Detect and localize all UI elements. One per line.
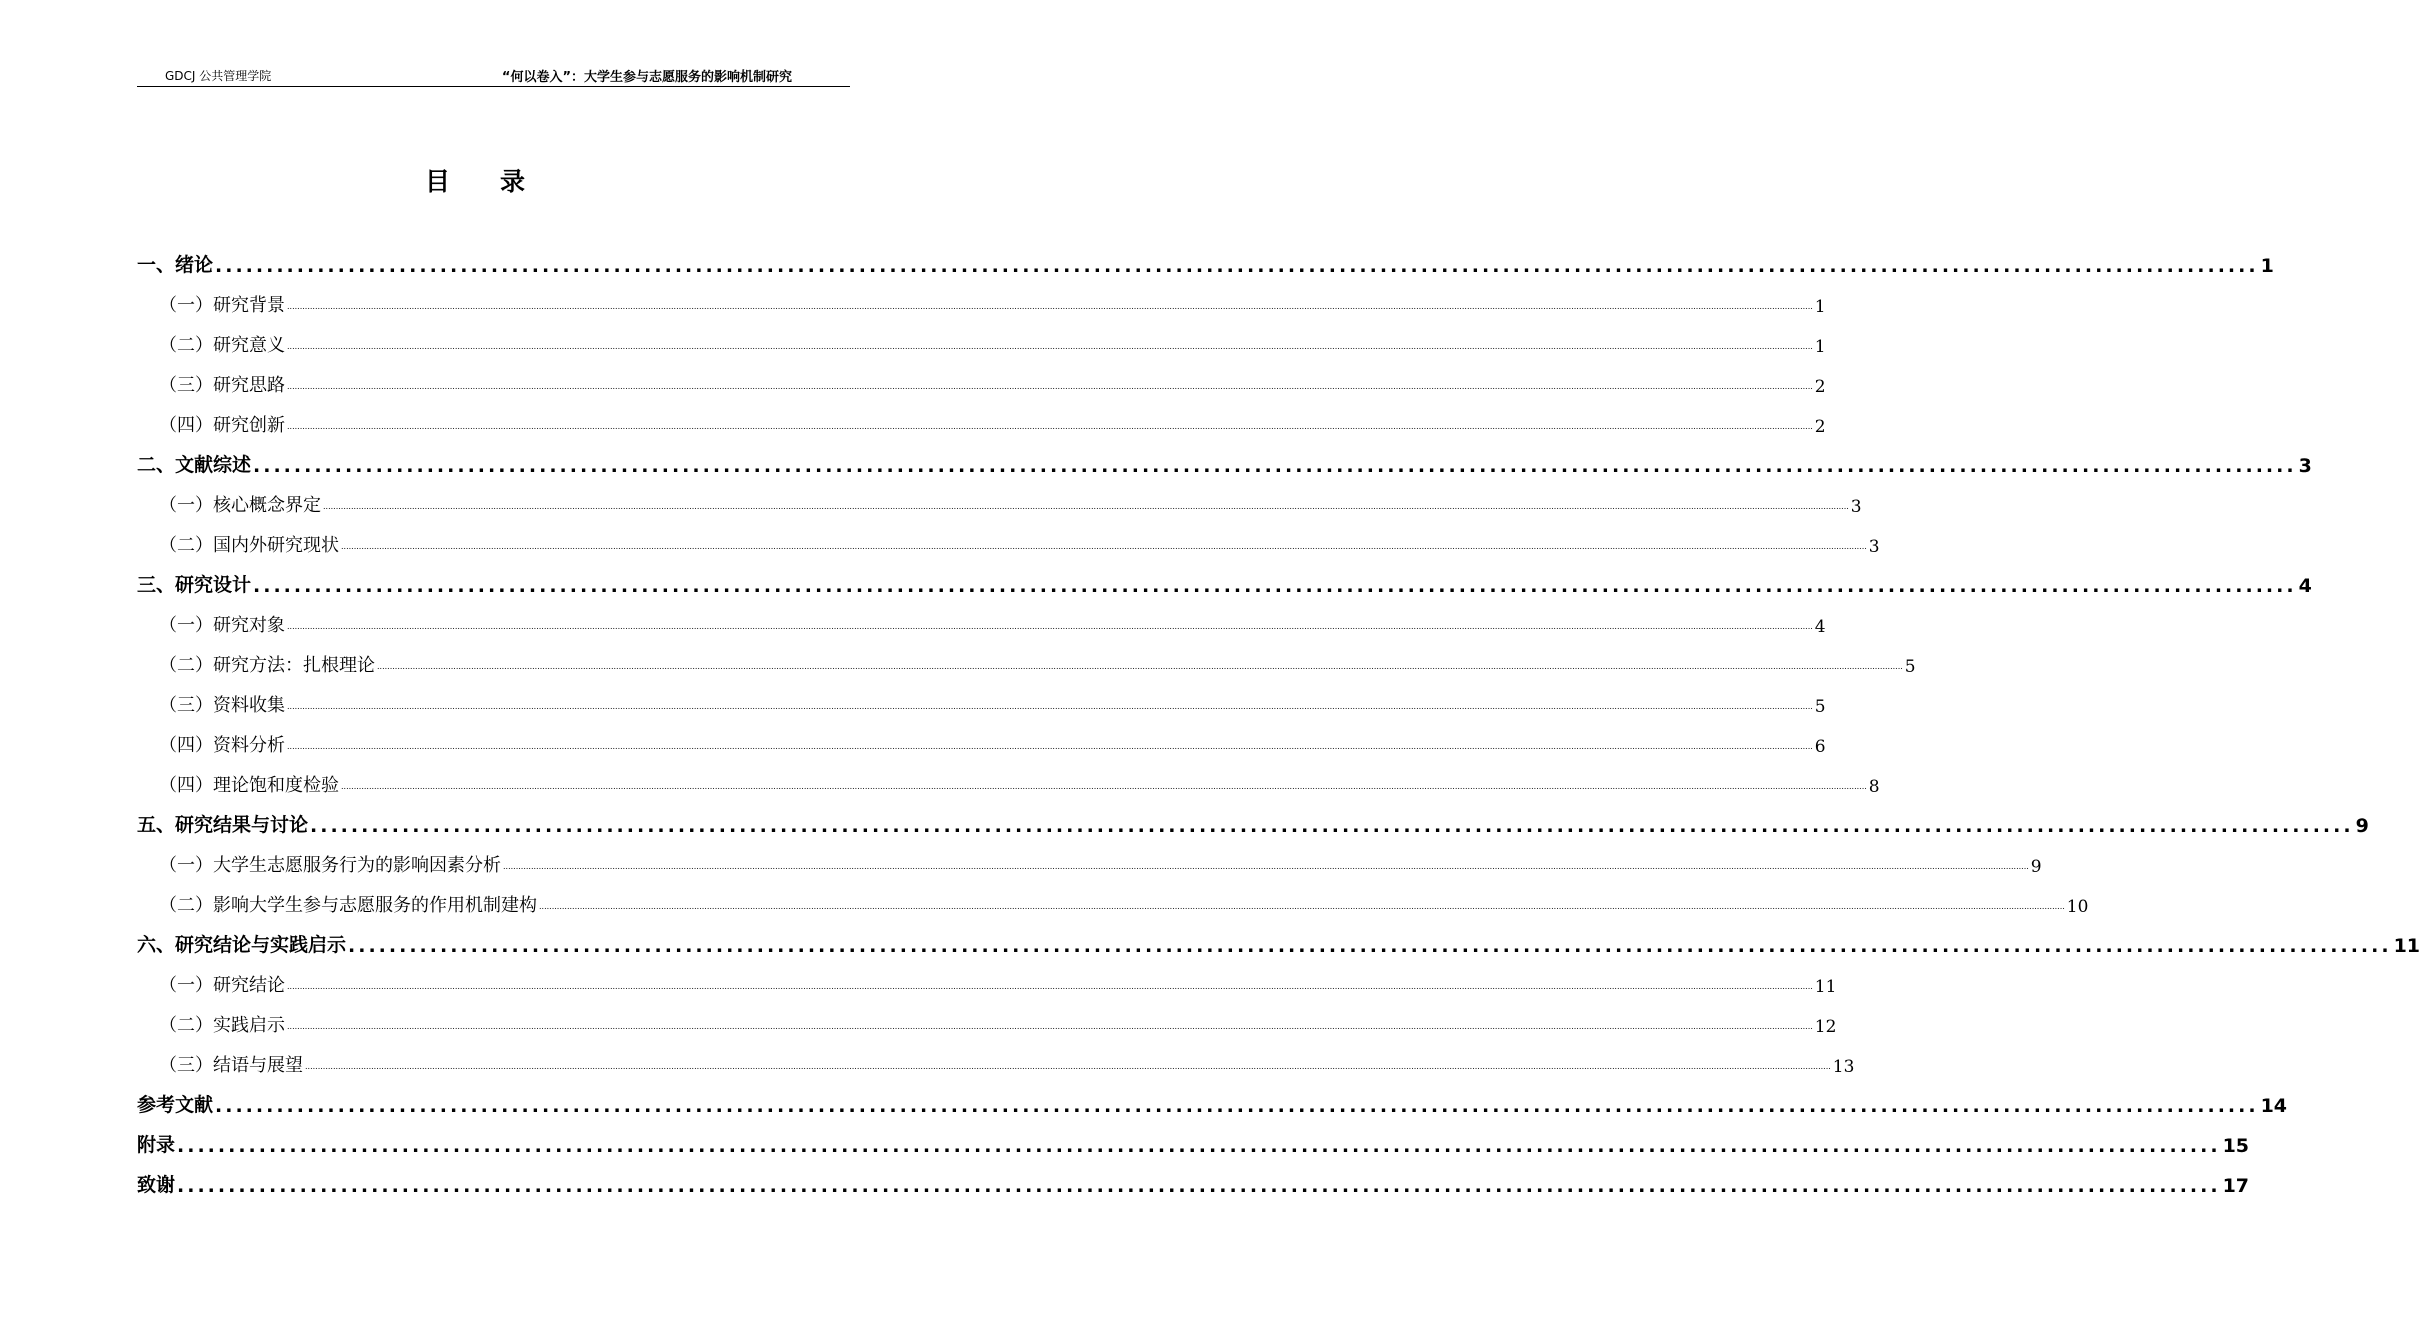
toc-entry-label: 二、文献综述 (137, 454, 252, 476)
toc-entry-label: （一）核心概念界定 (159, 495, 321, 516)
toc-page-number: 6 (1814, 737, 1826, 757)
toc-page-number: 11 (2393, 935, 2420, 957)
toc-page-number: 8 (1868, 777, 1880, 797)
toc-leader-dots: ........................................................................................................................................................................................................ (253, 575, 2297, 597)
toc-leader-dots: ........................................................................................................................................................................................................................................................................................................................................................................................................................................................................................................................................................................................................................ (287, 742, 1813, 751)
toc-leader-dots: ........................................................................................................................................................................................................................................................................................................................................................................................................................................................................................................................................................................................................................ (287, 702, 1813, 711)
toc-page-number: 2 (1814, 417, 1826, 437)
toc-page-number: 5 (1814, 697, 1826, 717)
toc-page-number: 13 (1832, 1057, 1855, 1077)
toc-chapter-entry[interactable] (137, 1157, 2250, 1197)
toc-chapter-entry[interactable] (137, 797, 2369, 837)
toc-entry-label: （二）影响大学生参与志愿服务的作用机制建构 (159, 895, 537, 916)
toc-page-number: 4 (2298, 575, 2312, 597)
toc-section-entry[interactable] (137, 997, 1837, 1037)
toc-page-number: 1 (1814, 337, 1826, 357)
toc-entry-label: （一）研究背景 (159, 295, 285, 316)
toc-leader-dots: ........................................................................................................................................................................................................ (177, 1175, 2221, 1197)
toc-section-entry[interactable] (137, 877, 2089, 917)
toc-page-number: 1 (1814, 297, 1826, 317)
table-of-contents (137, 237, 2420, 1197)
toc-entry-label: （四）理论饱和度检验 (159, 775, 339, 796)
toc-leader-dots: ........................................................................................................................................................................................................................................................................................................................................................................................................................................................................................................................................................................................................................ (323, 502, 1849, 511)
toc-leader-dots: ........................................................................................................................................................................................................ (253, 455, 2297, 477)
toc-entry-label: （三）结语与展望 (159, 1055, 303, 1076)
header-institution: GDCJ 公共管理学院 (165, 69, 272, 83)
toc-entry-label: 六、研究结论与实践启示 (137, 934, 347, 956)
toc-leader-dots: ........................................................................................................................................................................................................ (215, 1095, 2259, 1117)
toc-leader-dots: ........................................................................................................................................................................................................................................................................................................................................................................................................................................................................................................................................................................................................................ (341, 782, 1867, 791)
page-header (137, 66, 850, 87)
toc-entry-label: 参考文献 (137, 1094, 214, 1116)
toc-chapter-entry[interactable] (137, 437, 2312, 477)
toc-section-entry[interactable] (137, 277, 1826, 317)
toc-entry-label: 三、研究设计 (137, 574, 252, 596)
toc-entry-label: （一）大学生志愿服务行为的影响因素分析 (159, 855, 501, 876)
toc-section-entry[interactable] (137, 677, 1826, 717)
toc-entry-label: （三）资料收集 (159, 695, 285, 716)
toc-entry-label: （一）研究结论 (159, 975, 285, 996)
toc-page-number: 15 (2222, 1135, 2250, 1157)
toc-title: 目 录 (424, 167, 525, 196)
toc-leader-dots: ........................................................................................................................................................................................................ (348, 935, 2392, 957)
toc-leader-dots: ........................................................................................................................................................................................................................................................................................................................................................................................................................................................................................................................................................................................................................ (287, 302, 1813, 311)
toc-page-number: 14 (2260, 1095, 2288, 1117)
toc-page-number: 3 (1868, 537, 1880, 557)
toc-leader-dots: ........................................................................................................................................................................................................................................................................................................................................................................................................................................................................................................................................................................................................................ (287, 1022, 1813, 1031)
toc-leader-dots: ........................................................................................................................................................................................................................................................................................................................................................................................................................................................................................................................................................................................................................ (305, 1062, 1831, 1071)
toc-page-number: 1 (2260, 255, 2274, 277)
toc-leader-dots: ........................................................................................................................................................................................................................................................................................................................................................................................................................................................................................................................................................................................................................ (539, 902, 2065, 911)
toc-page-number: 11 (1814, 977, 1837, 997)
toc-leader-dots: ........................................................................................................................................................................................................................................................................................................................................................................................................................................................................................................................................................................................................................ (287, 982, 1813, 991)
toc-page-number: 3 (2298, 455, 2312, 477)
toc-section-entry[interactable] (137, 477, 1862, 517)
toc-page-number: 3 (1850, 497, 1862, 517)
toc-page-number: 2 (1814, 377, 1826, 397)
toc-leader-dots: ........................................................................................................................................................................................................................................................................................................................................................................................................................................................................................................................................................................................................................ (287, 422, 1813, 431)
toc-leader-dots: ........................................................................................................................................................................................................................................................................................................................................................................................................................................................................................................................................................................................................................ (287, 342, 1813, 351)
toc-entry-label: （二）国内外研究现状 (159, 535, 339, 556)
toc-leader-dots: ........................................................................................................................................................................................................ (177, 1135, 2221, 1157)
toc-section-entry[interactable] (137, 717, 1826, 757)
toc-leader-dots: ........................................................................................................................................................................................................................................................................................................................................................................................................................................................................................................................................................................................................................ (503, 862, 2029, 871)
toc-leader-dots: ........................................................................................................................................................................................................ (215, 255, 2259, 277)
toc-entry-label: 附录 (137, 1134, 176, 1156)
toc-page-number: 10 (2066, 897, 2089, 917)
toc-leader-dots: ........................................................................................................................................................................................................................................................................................................................................................................................................................................................................................................................................................................................................................ (341, 542, 1867, 551)
toc-entry-label: （四）资料分析 (159, 735, 285, 756)
toc-page-number: 9 (2355, 815, 2369, 837)
toc-entry-label: （四）研究创新 (159, 415, 285, 436)
toc-page-number: 5 (1904, 657, 1916, 677)
toc-chapter-entry[interactable] (137, 917, 2420, 957)
toc-leader-dots: ........................................................................................................................................................................................................................................................................................................................................................................................................................................................................................................................................................................................................................ (287, 382, 1813, 391)
toc-section-entry[interactable] (137, 397, 1826, 437)
toc-entry-label: （二）研究方法：扎根理论 (159, 655, 375, 676)
toc-chapter-entry[interactable] (137, 1077, 2288, 1117)
toc-section-entry[interactable] (137, 517, 1880, 557)
toc-page-number: 9 (2030, 857, 2042, 877)
toc-page-number: 12 (1814, 1017, 1837, 1037)
toc-section-entry[interactable] (137, 357, 1826, 397)
toc-section-entry[interactable] (137, 317, 1826, 357)
toc-chapter-entry[interactable] (137, 237, 2274, 277)
toc-entry-label: （一）研究对象 (159, 615, 285, 636)
toc-chapter-entry[interactable] (137, 557, 2312, 597)
toc-page-number: 17 (2222, 1175, 2250, 1197)
header-paper-title: “何以卷入”：大学生参与志愿服务的影响机制研究 (501, 70, 792, 85)
toc-entry-label: 致谢 (137, 1174, 176, 1196)
toc-section-entry[interactable] (137, 757, 1880, 797)
toc-section-entry[interactable] (137, 1037, 1855, 1077)
toc-entry-label: 一、绪论 (137, 254, 214, 276)
toc-chapter-entry[interactable] (137, 1117, 2250, 1157)
toc-entry-label: （三）研究思路 (159, 375, 285, 396)
toc-section-entry[interactable] (137, 837, 2042, 877)
toc-section-entry[interactable] (137, 637, 1916, 677)
toc-section-entry[interactable] (137, 597, 1826, 637)
toc-leader-dots: ........................................................................................................................................................................................................................................................................................................................................................................................................................................................................................................................................................................................................................ (377, 662, 1903, 671)
toc-section-entry[interactable] (137, 957, 1837, 997)
toc-entry-label: 五、研究结果与讨论 (137, 814, 309, 836)
toc-entry-label: （二）研究意义 (159, 335, 285, 356)
toc-entry-label: （二）实践启示 (159, 1015, 285, 1036)
toc-page-number: 4 (1814, 617, 1826, 637)
toc-leader-dots: ........................................................................................................................................................................................................ (310, 815, 2354, 837)
toc-leader-dots: ........................................................................................................................................................................................................................................................................................................................................................................................................................................................................................................................................................................................................................ (287, 622, 1813, 631)
